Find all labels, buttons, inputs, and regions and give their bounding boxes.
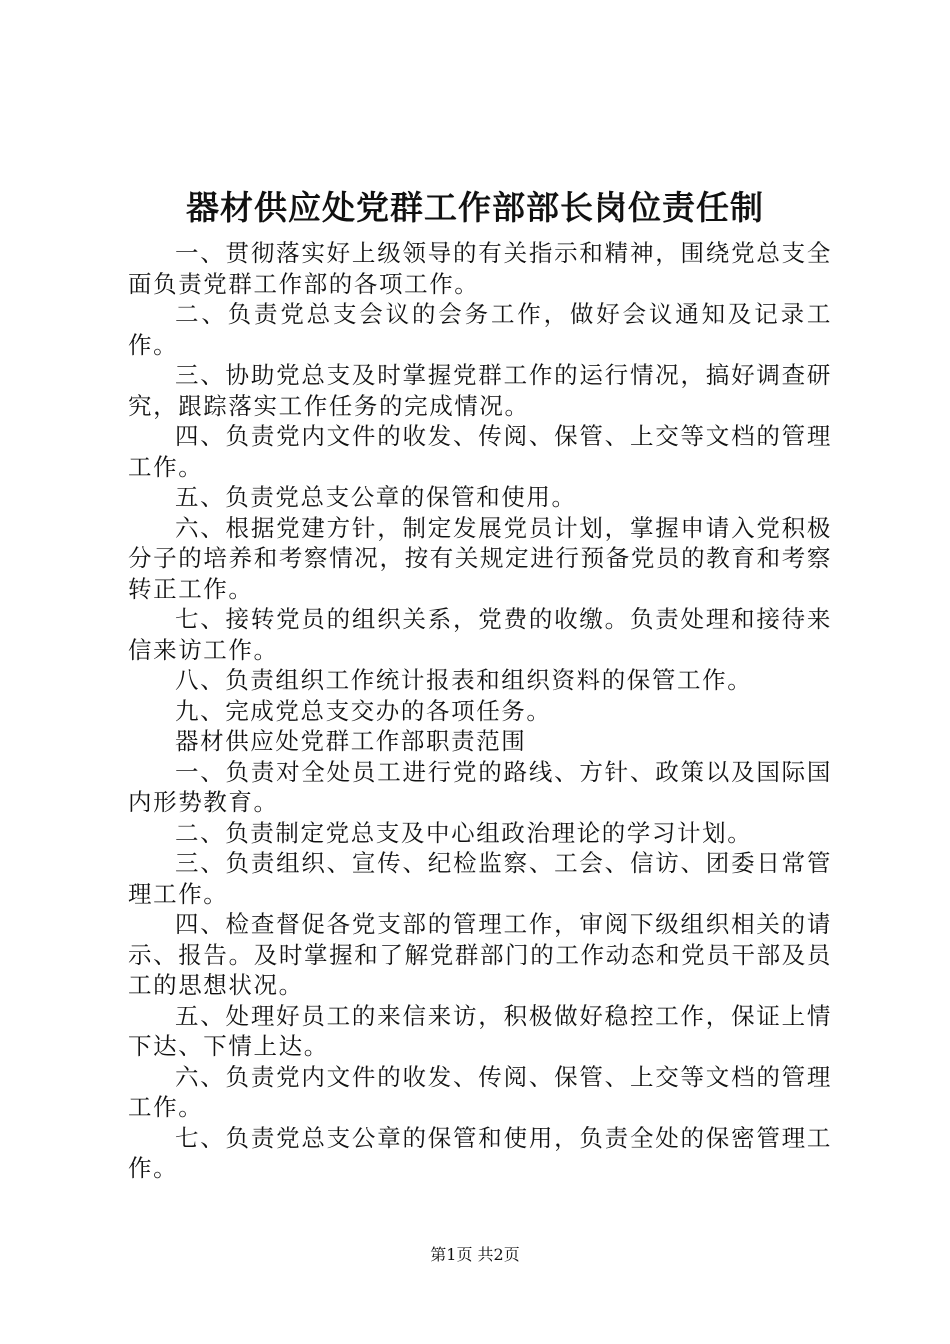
paragraph-1: 一、贯彻落实好上级领导的有关指示和精神，围绕党总支全面负责党群工作部的各项工作。: [128, 239, 832, 298]
paragraph-2: 二、负责党总支会议的会务工作，做好会议通知及记录工作。: [128, 300, 832, 359]
document-title: 器材供应处党群工作部部长岗位责任制: [186, 188, 764, 227]
paragraph-15: 六、负责党内文件的收发、传阅、保管、上交等文档的管理工作。: [128, 1062, 832, 1121]
paragraph-3: 三、协助党总支及时掌握党群工作的运行情况，搞好调查研究，跟踪落实工作任务的完成情况。: [128, 361, 832, 420]
page-number-footer: 第1页 共2页: [430, 1245, 520, 1264]
paragraph-10: 一、负责对全处员工进行党的路线、方针、政策以及国际国内形势教育。: [128, 757, 832, 816]
paragraph-8: 八、负责组织工作统计报表和组织资料的保管工作。: [175, 666, 753, 694]
paragraph-12: 三、负责组织、宣传、纪检监察、工会、信访、团委日常管理工作。: [128, 849, 832, 908]
paragraph-9: 九、完成党总支交办的各项任务。: [175, 696, 552, 725]
paragraph-5: 五、负责党总支公章的保管和使用。: [175, 483, 577, 511]
paragraph-14: 五、处理好员工的来信来访，积极做好稳控工作，保证上情下达、下情上达。: [128, 1001, 832, 1060]
paragraph-6: 六、根据党建方针，制定发展党员计划，掌握申请入党积极分子的培养和考察情况，按有关规定进行预备党员的教育和考察转正工作。: [128, 513, 832, 603]
paragraph-16: 七、负责党总支公章的保管和使用，负责全处的保密管理工作。: [128, 1123, 832, 1182]
paragraph-13: 四、检查督促各党支部的管理工作，审阅下级组织相关的请示、报告。及时掌握和了解党群部门的工作动态和党员干部及员工的思想状况。: [128, 910, 832, 999]
section-heading: 器材供应处党群工作部职责范围: [175, 727, 527, 755]
document-body: [128, 238, 832, 1184]
paragraph-7: 七、接转党员的组织关系，党费的收缴。负责处理和接待来信来访工作。: [128, 605, 832, 664]
paragraph-11: 二、负责制定党总支及中心组政治理论的学习计划。: [175, 818, 753, 847]
paragraph-4: 四、负责党内文件的收发、传阅、保管、上交等文档的管理工作。: [128, 422, 832, 481]
